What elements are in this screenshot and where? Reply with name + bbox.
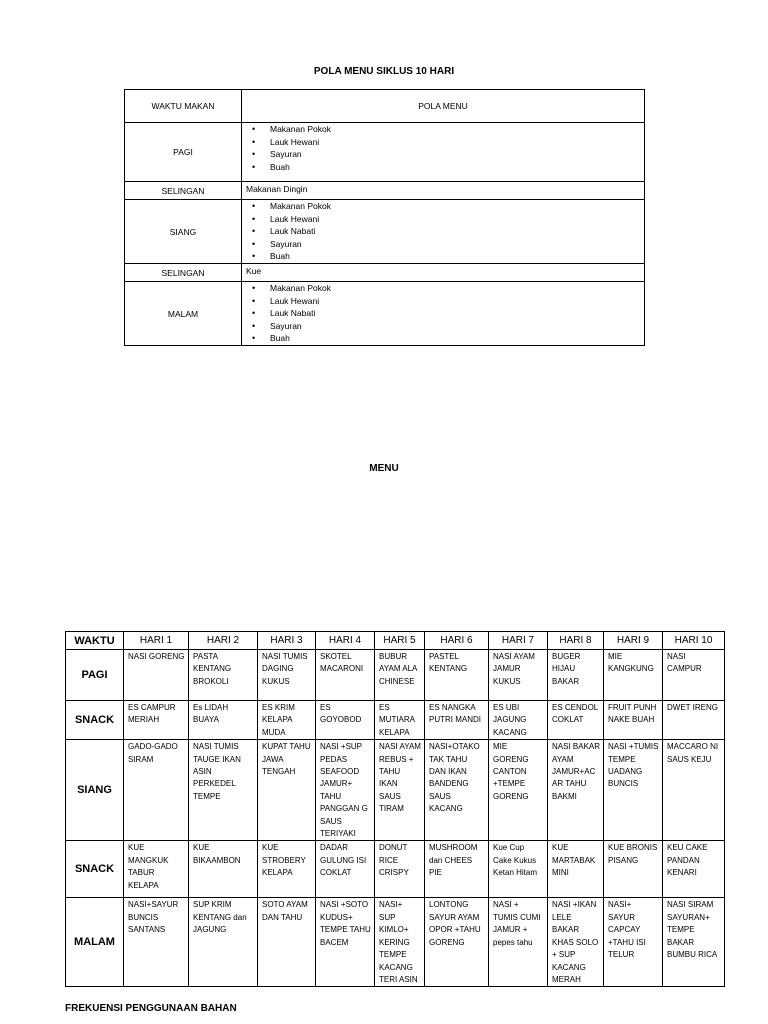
list-item: • Lauk Nabati (270, 307, 644, 320)
menu-cell: NASI +SOTO KUDUS+ TEMPE TAHU BACEM (316, 898, 375, 987)
menu-cell: MACCARO NI SAUS KEJU (663, 740, 725, 841)
menu-cell: BUGER HIJAU BAKAR (548, 650, 604, 701)
menu-cell: KEU CAKE PANDAN KENARI (663, 841, 725, 898)
menu-table (65, 631, 725, 987)
item-list (246, 282, 644, 345)
menu-cell: ES MUTIARA KELAPA (375, 701, 425, 740)
pola-header-row (125, 90, 645, 123)
menu-cell: PASTA KENTANG BROKOLI (189, 650, 258, 701)
list-item: • Sayuran (270, 238, 644, 251)
header-pola-menu: POLA MENU (242, 90, 645, 123)
menu-cell: SKOTEL MACARONI (316, 650, 375, 701)
header-hari-6: HARI 6 (425, 632, 489, 650)
menu-cell: DONUT RICE CRISPY (375, 841, 425, 898)
menu-row-snack-2 (66, 841, 725, 898)
menu-cell: KUPAT TAHU JAWA TENGAH (258, 740, 316, 841)
menu-cell: Es LIDAH BUAYA (189, 701, 258, 740)
header-hari-9: HARI 9 (604, 632, 663, 650)
pola-row-selingan-1 (125, 182, 645, 200)
header-hari-4: HARI 4 (316, 632, 375, 650)
menu-cell: KUE BRONIS PISANG (604, 841, 663, 898)
list-item: • Sayuran (270, 320, 644, 333)
frekuensi-heading: FREKUENSI PENGGUNAAN BAHAN (65, 1003, 237, 1014)
list-item: • Buah (270, 332, 644, 345)
row-label: SELINGAN (125, 264, 242, 282)
list-item: • Makanan Pokok (270, 282, 644, 295)
menu-title: MENU (369, 463, 399, 474)
menu-cell: NASI+ SAYUR CAPCAY +TAHU ISI TELUR (604, 898, 663, 987)
menu-cell: NASI +SUP PEDAS SEAFOOD JAMUR+ TAHU PANGGAN G SAUS TERIYAKI (316, 740, 375, 841)
list-item: • Makanan Pokok (270, 123, 644, 136)
pola-row-pagi (125, 123, 645, 182)
menu-cell: SOTO AYAM DAN TAHU (258, 898, 316, 987)
menu-cell: DWET IRENG (663, 701, 725, 740)
menu-row-siang (66, 740, 725, 841)
menu-cell: KUE MARTABAK MINI (548, 841, 604, 898)
menu-cell: NASI TUMIS DAGING KUKUS (258, 650, 316, 701)
row-content (242, 200, 645, 264)
menu-cell: KUE STROBERY KELAPA (258, 841, 316, 898)
menu-cell: NASI+ SUP KIMLO+ KERING TEMPE KACANG TERI ASIN (375, 898, 425, 987)
header-hari-10: HARI 10 (663, 632, 725, 650)
row-content: Kue (242, 264, 645, 282)
menu-cell: BUBUR AYAM ALA CHINESE (375, 650, 425, 701)
menu-cell: GADO-GADO SIRAM (124, 740, 189, 841)
menu-cell: MIE GORENG CANTON +TEMPE GORENG (489, 740, 548, 841)
row-label: SNACK (66, 701, 124, 740)
menu-cell: MUSHROOM dan CHEES PIE (425, 841, 489, 898)
row-content (242, 282, 645, 346)
menu-cell: PASTEL KENTANG (425, 650, 489, 701)
pola-row-selingan-2 (125, 264, 645, 282)
menu-cell: ES GOYOBOD (316, 701, 375, 740)
menu-cell: NASI + TUMIS CUMI JAMUR + pepes tahu (489, 898, 548, 987)
pola-row-siang (125, 200, 645, 264)
menu-cell: Kue Cup Cake Kukus Ketan Hitam (489, 841, 548, 898)
row-content (242, 123, 645, 182)
header-hari-7: HARI 7 (489, 632, 548, 650)
menu-cell: ES CENDOL COKLAT (548, 701, 604, 740)
list-item: • Buah (270, 250, 644, 263)
header-hari-8: HARI 8 (548, 632, 604, 650)
header-waktu-makan: WAKTU MAKAN (125, 90, 242, 123)
menu-cell: NASI +IKAN LELE BAKAR KHAS SOLO + SUP KACANG MERAH (548, 898, 604, 987)
pola-row-malam (125, 282, 645, 346)
header-hari-5: HARI 5 (375, 632, 425, 650)
menu-cell: NASI SIRAM SAYURAN+ TEMPE BAKAR BUMBU RICA (663, 898, 725, 987)
menu-cell: NASI GORENG (124, 650, 189, 701)
list-item: • Buah (270, 161, 644, 174)
menu-cell: ES KRIM KELAPA MUDA (258, 701, 316, 740)
list-item: • Lauk Hewani (270, 213, 644, 226)
menu-cell: NASI AYAM JAMUR KUKUS (489, 650, 548, 701)
row-label: PAGI (125, 123, 242, 182)
menu-cell: NASI CAMPUR (663, 650, 725, 701)
list-item: • Sayuran (270, 148, 644, 161)
header-hari-1: HARI 1 (124, 632, 189, 650)
menu-row-snack-1 (66, 701, 725, 740)
header-waktu: WAKTU (66, 632, 124, 650)
menu-cell: ES NANGKA PUTRI MANDI (425, 701, 489, 740)
menu-cell: NASI +TUMIS TEMPE UADANG BUNCIS (604, 740, 663, 841)
pola-menu-table (124, 89, 645, 346)
menu-cell: MIE KANGKUNG (604, 650, 663, 701)
menu-cell: FRUIT PUNH NAKE BUAH (604, 701, 663, 740)
menu-cell: NASI+SAYUR BUNCIS SANTANS (124, 898, 189, 987)
menu-row-malam (66, 898, 725, 987)
list-item: • Lauk Hewani (270, 295, 644, 308)
row-label: MALAM (66, 898, 124, 987)
row-label: PAGI (66, 650, 124, 701)
pola-menu-title: POLA MENU SIKLUS 10 HARI (313, 66, 455, 77)
menu-row-pagi (66, 650, 725, 701)
menu-cell: NASI+OTAKO TAK TAHU DAN IKAN BANDENG SAUS KACANG (425, 740, 489, 841)
list-item: • Lauk Hewani (270, 136, 644, 149)
row-content: Makanan Dingin (242, 182, 645, 200)
menu-header-row (66, 632, 725, 650)
menu-cell: NASI BAKAR AYAM JAMUR+AC AR TAHU BAKMI (548, 740, 604, 841)
item-list (246, 123, 644, 173)
row-label: SNACK (66, 841, 124, 898)
header-hari-3: HARI 3 (258, 632, 316, 650)
menu-cell: ES UBI JAGUNG KACANG (489, 701, 548, 740)
menu-cell: LONTONG SAYUR AYAM OPOR +TAHU GORENG (425, 898, 489, 987)
menu-cell: DADAR GULUNG ISI COKLAT (316, 841, 375, 898)
menu-cell: NASI TUMIS TAUGE IKAN ASIN PERKEDEL TEMPE (189, 740, 258, 841)
row-label: SIANG (66, 740, 124, 841)
row-label: SELINGAN (125, 182, 242, 200)
list-item: • Makanan Pokok (270, 200, 644, 213)
row-label: MALAM (125, 282, 242, 346)
menu-cell: KUE MANGKUK TABUR KELAPA (124, 841, 189, 898)
menu-cell: SUP KRIM KENTANG dan JAGUNG (189, 898, 258, 987)
menu-cell: NASI AYAM REBUS + TAHU IKAN SAUS TIRAM (375, 740, 425, 841)
menu-cell: ES CAMPUR MERIAH (124, 701, 189, 740)
menu-cell: KUE BIKAAMBON (189, 841, 258, 898)
header-hari-2: HARI 2 (189, 632, 258, 650)
row-label: SIANG (125, 200, 242, 264)
item-list (246, 200, 644, 263)
list-item: • Lauk Nabati (270, 225, 644, 238)
